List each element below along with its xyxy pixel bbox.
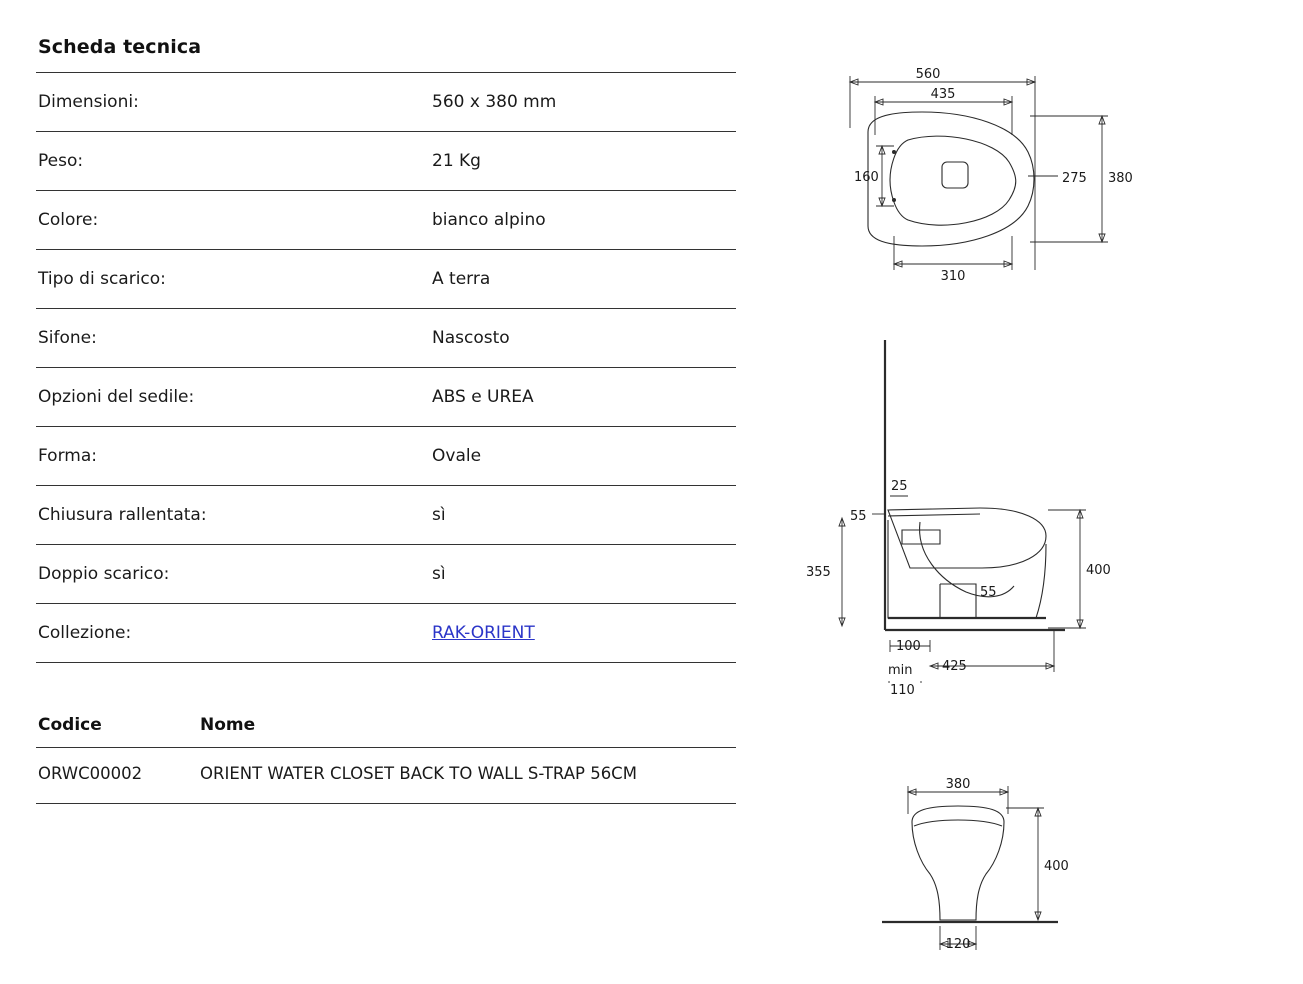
table-row xyxy=(36,748,736,804)
spec-value: 21 Kg xyxy=(430,132,736,191)
product-name: ORIENT WATER CLOSET BACK TO WALL S-TRAP 56CM xyxy=(198,748,736,804)
spec-value: ABS e UREA xyxy=(430,368,736,427)
dim-55-inner: 55 xyxy=(980,585,997,600)
spec-label: Dimensioni: xyxy=(36,73,430,132)
spec-label: Collezione: xyxy=(36,604,430,663)
table-row xyxy=(36,486,736,545)
dim-120: 120 xyxy=(945,937,971,952)
dim-400-side: 400 xyxy=(1086,563,1111,578)
dim-400-front: 400 xyxy=(1044,859,1069,874)
table-row xyxy=(36,368,736,427)
column-header-name: Nome xyxy=(198,715,736,748)
spec-value: sì xyxy=(430,486,736,545)
table-row xyxy=(36,545,736,604)
spec-value: 560 x 380 mm xyxy=(430,73,736,132)
spec-label: Doppio scarico: xyxy=(36,545,430,604)
technical-drawings xyxy=(790,40,1270,970)
table-row xyxy=(36,132,736,191)
spec-value-collection xyxy=(430,604,736,663)
product-code-section xyxy=(36,715,728,804)
spec-label: Opzioni del sedile: xyxy=(36,368,430,427)
spec-label: Peso: xyxy=(36,132,430,191)
dim-160: 160 xyxy=(854,170,879,185)
top-view-drawing xyxy=(790,40,1270,300)
column-header-code: Codice xyxy=(36,715,198,748)
spec-section xyxy=(36,36,728,804)
product-code-table xyxy=(36,715,736,804)
side-view-drawing xyxy=(790,330,1270,730)
table-header-row xyxy=(36,715,736,748)
table-row xyxy=(36,73,736,132)
product-code: ORWC00002 xyxy=(36,748,198,804)
specification-table xyxy=(36,72,736,663)
spec-value: Ovale xyxy=(430,427,736,486)
dim-435: 435 xyxy=(930,87,956,102)
dim-380: 380 xyxy=(1108,171,1133,186)
spec-label: Forma: xyxy=(36,427,430,486)
spec-label: Sifone: xyxy=(36,309,430,368)
dim-310: 310 xyxy=(940,269,966,284)
dim-275: 275 xyxy=(1062,171,1087,186)
spec-label: Colore: xyxy=(36,191,430,250)
dim-min-label: min xyxy=(888,663,913,678)
table-row xyxy=(36,250,736,309)
dim-25: 25 xyxy=(891,479,908,494)
dim-100: 100 xyxy=(896,639,921,654)
dim-55-top: 55 xyxy=(850,509,867,524)
table-row xyxy=(36,309,736,368)
spec-value: bianco alpino xyxy=(430,191,736,250)
dim-425: 425 xyxy=(942,659,967,674)
spec-label: Tipo di scarico: xyxy=(36,250,430,309)
spec-value: Nascosto xyxy=(430,309,736,368)
dim-380-front: 380 xyxy=(945,777,971,792)
spec-value: A terra xyxy=(430,250,736,309)
spec-label: Chiusura rallentata: xyxy=(36,486,430,545)
front-view-drawing xyxy=(790,770,1270,970)
collection-link[interactable]: RAK-ORIENT xyxy=(432,623,535,643)
dim-110: 110 xyxy=(890,683,915,698)
table-row xyxy=(36,604,736,663)
table-row xyxy=(36,427,736,486)
dim-355: 355 xyxy=(806,565,831,580)
dim-560: 560 xyxy=(915,67,941,82)
table-row xyxy=(36,191,736,250)
page-title: Scheda tecnica xyxy=(38,36,202,58)
spec-value: sì xyxy=(430,545,736,604)
